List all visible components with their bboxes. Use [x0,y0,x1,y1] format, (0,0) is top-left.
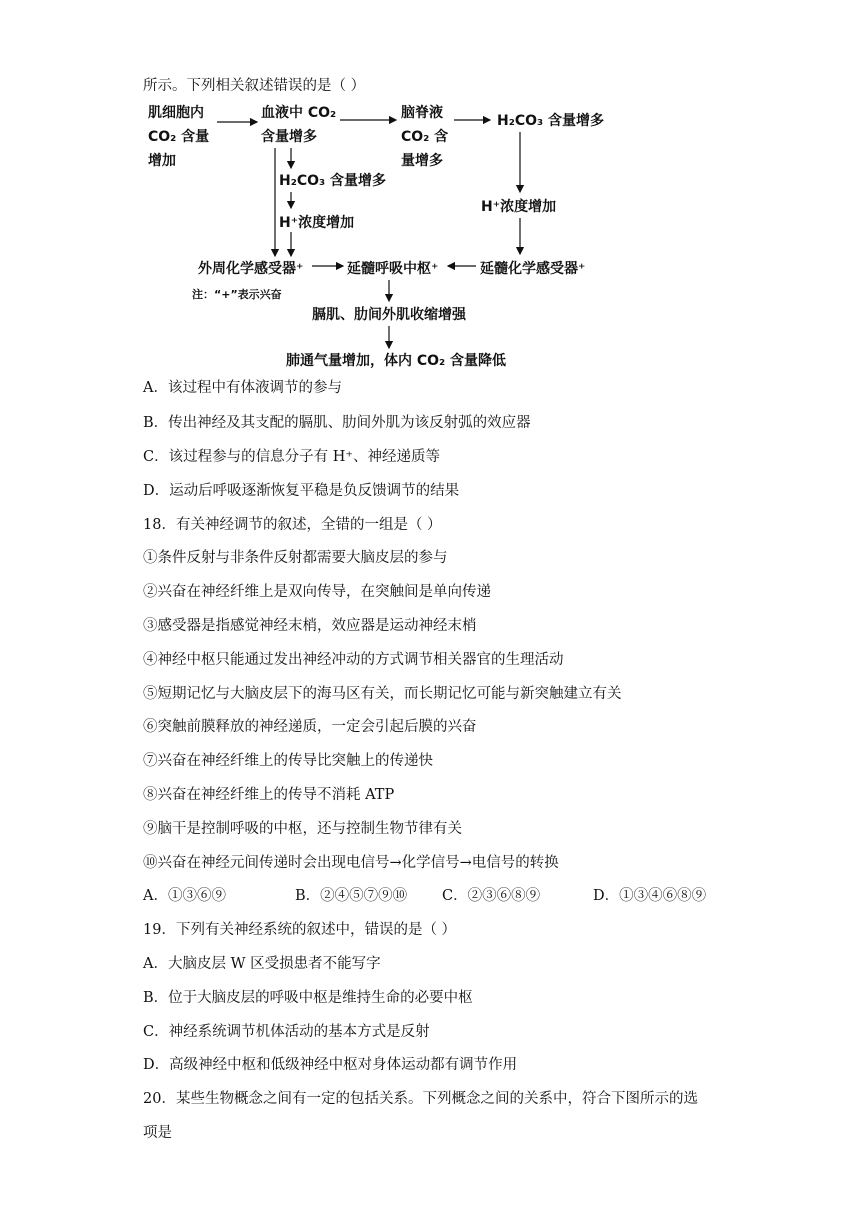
q18-item-1: ①条件反射与非条件反射都需要大脑皮层的参与 [143,550,448,566]
csf-co2-line3: 量增多 [401,153,443,169]
muscle-co2-line3: 增加 [148,153,176,169]
q17-option-c: C．该过程参与的信息分子有 H⁺、神经递质等 [143,449,441,465]
intro-text: 所示。下列相关叙述错误的是（ ） [143,78,366,94]
muscle-contraction: 膈肌、肋间外肌收缩增强 [312,307,466,323]
h2co3-left: H₂CO₃ 含量增多 [279,173,387,189]
h-ion-left: H⁺浓度增加 [279,215,355,231]
q17-option-a: A．该过程中有体液调节的参与 [143,380,342,396]
q18-item-8: ⑧兴奋在神经纤维上的传导不消耗 ATP [143,787,395,803]
q18-option-d: D．①③④⑥⑧⑨ [593,888,707,904]
q19-option-a: A．大脑皮层 W 区受损患者不能写字 [143,956,381,972]
q17-option-b: B．传出神经及其支配的膈肌、肋间外肌为该反射弧的效应器 [143,415,531,431]
q18-option-b: B．②④⑤⑦⑨⑩ [295,888,408,904]
co2-regulation-diagram [140,96,620,376]
q18-option-a: A．①③⑥⑨ [143,888,226,904]
q18-item-10: ⑩兴奋在神经元间传递时会出现电信号→化学信号→电信号的转换 [143,855,559,871]
q18-item-4: ④神经中枢只能通过发出神经冲动的方式调节相关器官的生理活动 [143,652,564,668]
q19-option-b: B．位于大脑皮层的呼吸中枢是维持生命的必要中枢 [143,990,473,1006]
q20-stem-line1: 20．某些生物概念之间有一定的包括关系。下列概念之间的关系中，符合下图所示的选 [143,1091,698,1107]
q18-options [143,884,723,906]
q19-stem: 19．下列有关神经系统的叙述中，错误的是（ ） [143,922,457,938]
muscle-co2-line2: CO₂ 含量 [148,129,210,145]
q19-option-d: D．高级神经中枢和低级神经中枢对身体运动都有调节作用 [143,1057,518,1073]
q17-option-d: D．运动后呼吸逐渐恢复平稳是负反馈调节的结果 [143,483,460,499]
blood-co2-line2: 含量增多 [261,129,317,145]
csf-co2-line2: CO₂ 含 [401,129,449,145]
h-ion-right: H⁺浓度增加 [481,199,557,215]
q20-stem-line2: 项是 [143,1125,172,1141]
q19-option-c: C．神经系统调节机体活动的基本方式是反射 [143,1024,430,1040]
diagram-arrows [140,96,620,376]
q18-option-c: C．②③⑥⑧⑨ [442,888,541,904]
q18-item-6: ⑥突触前膜释放的神经递质，一定会引起后膜的兴奋 [143,719,477,735]
q18-item-7: ⑦兴奋在神经纤维上的传导比突触上的传递快 [143,753,433,769]
csf-co2-line1: 脑脊液 [401,105,443,121]
muscle-co2-line1: 肌细胞内 [148,105,204,121]
q18-item-2: ②兴奋在神经纤维上是双向传导，在突触间是单向传递 [143,584,491,600]
ventilation-result: 肺通气量增加，体内 CO₂ 含量降低 [286,353,507,369]
medullary-respiratory-center: 延髓呼吸中枢⁺ [347,261,439,277]
diagram-note: 注：“+”表示兴奋 [192,288,282,301]
q18-stem: 18．有关神经调节的叙述，全错的一组是（ ） [143,517,442,533]
medullary-chemoreceptor: 延髓化学感受器⁺ [480,261,586,277]
q18-item-9: ⑨脑干是控制呼吸的中枢，还与控制生物节律有关 [143,821,462,837]
h2co3-right: H₂CO₃ 含量增多 [497,113,605,129]
q18-item-5: ⑤短期记忆与大脑皮层下的海马区有关，而长期记忆可能与新突触建立有关 [143,686,622,702]
q18-item-3: ③感受器是指感觉神经末梢，效应器是运动神经末梢 [143,618,477,634]
peripheral-chemoreceptor: 外周化学感受器⁺ [198,261,304,277]
blood-co2-line1: 血液中 CO₂ [261,105,337,121]
